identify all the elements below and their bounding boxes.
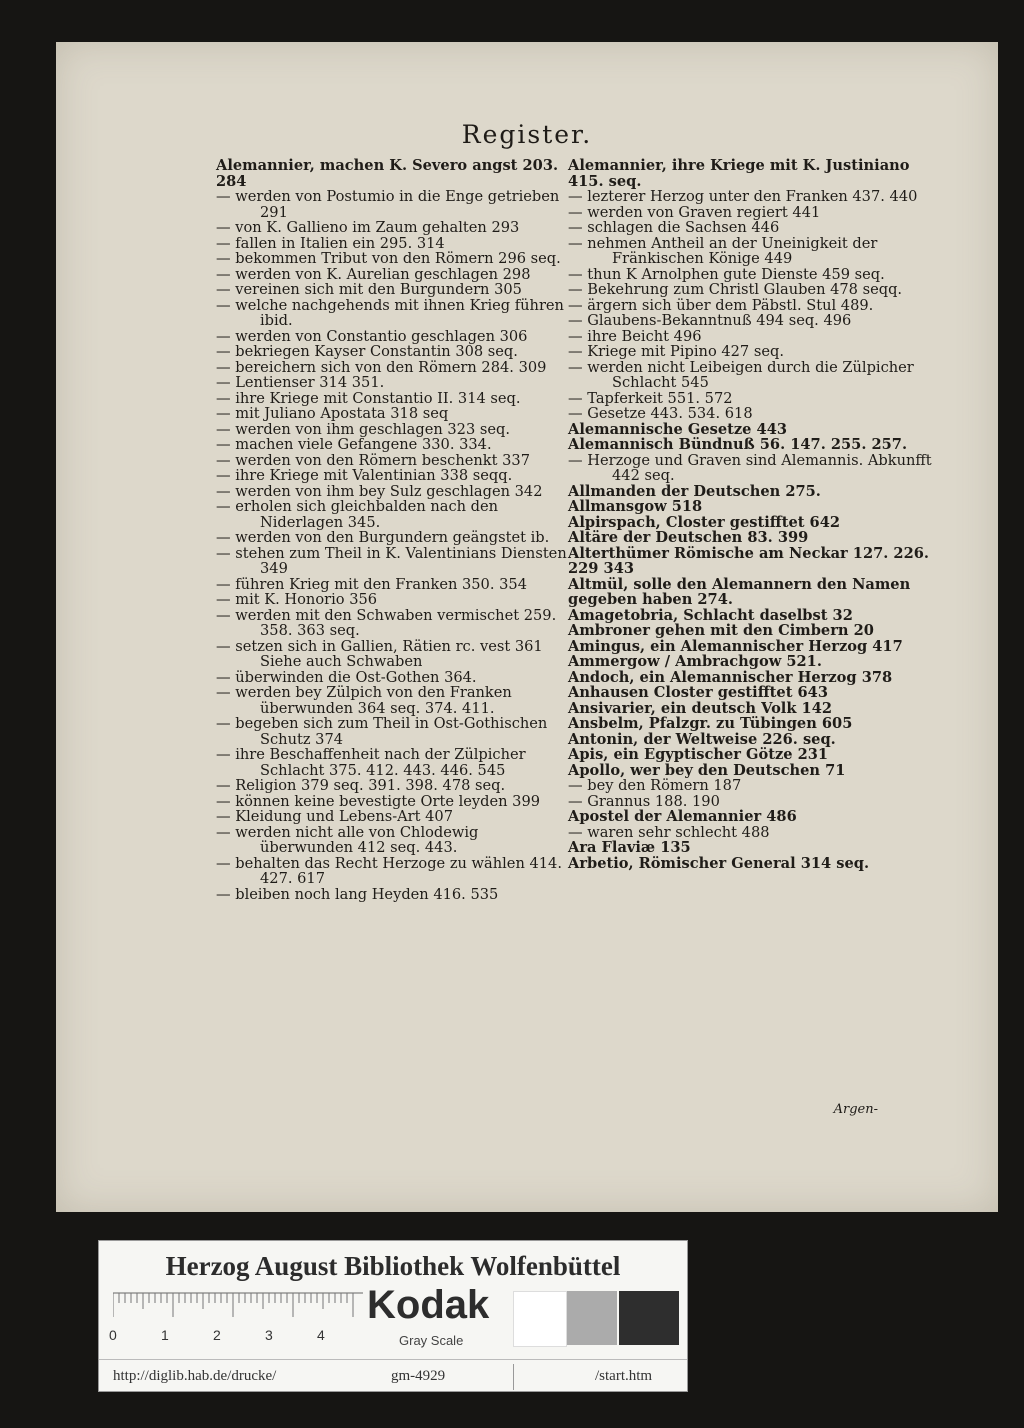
index-entry: — schlagen die Sachsen 446 (568, 219, 780, 236)
index-entry: — nehmen Antheil an der Uneinigkeit der Fränkischen Könige 449 (568, 234, 878, 267)
ruler-number: 0 (109, 1327, 117, 1343)
index-entry: — Bekehrung zum Christl Glauben 478 seqq. (568, 281, 903, 298)
index-entry: Alterthümer Römische am Neckar 127. 226. 229 343 (568, 544, 929, 577)
index-entry: Apostel der Alemannier 486 (568, 808, 797, 825)
index-entry: Ammergow / Ambrachgow 521. (568, 653, 822, 670)
index-entry: Anhausen Closter gestifftet 643 (568, 684, 828, 701)
index-entry: — ihre Beicht 496 (568, 327, 702, 345)
index-entry: — werden von Graven regiert 441 (568, 203, 821, 221)
index-entry: — Herzoge und Graven sind Alemannis. Abkunfft 442 seq. (568, 451, 932, 484)
index-entry: Andoch, ein Alemannischer Herzog 378 (568, 668, 893, 686)
index-entry: — lezterer Herzog unter den Franken 437. 440 (568, 188, 918, 205)
index-entry: — ärgern sich über dem Päbstl. Stul 489. (568, 296, 874, 314)
ruler-number: 2 (213, 1327, 221, 1343)
footer-divider (513, 1364, 514, 1390)
index-entry: — Kleidung und Lebens-Art 407 (216, 808, 454, 825)
index-entry: — erholen sich gleichbalden nach den Niderlagen 345. (216, 498, 499, 531)
index-entry: — von K. Gallieno im Zaum gehalten 293 (216, 219, 520, 236)
document-id: gm-4929 (391, 1368, 446, 1384)
index-entry: Alemannisch Bündnuß 56. 147. 255. 257. (568, 436, 908, 453)
gray-swatch-white (513, 1291, 567, 1347)
index-entry: — stehen zum Theil in K. Valentinians Diensten 349 (216, 544, 567, 577)
start-page-link: /start.htm (595, 1368, 653, 1384)
index-entry: — führen Krieg mit den Franken 350. 354 (216, 575, 527, 593)
index-entry: — werden von Postumio in die Enge getrieben 291 (216, 188, 560, 221)
index-entry: — mit Juliano Apostata 318 seq (216, 405, 449, 422)
source-url: http://diglib.hab.de/drucke/ (113, 1368, 277, 1384)
color-target-strip (98, 1240, 688, 1392)
index-entry: — werden von ihm geschlagen 323 seq. (216, 420, 510, 438)
kodak-logo: Kodak (367, 1283, 490, 1327)
index-entry: Arbetio, Römischer General 314 seq. (568, 854, 870, 872)
index-entry: — Glaubens-Bekanntnuß 494 seq. 496 (568, 312, 852, 329)
gray-swatch-mid (567, 1291, 617, 1345)
index-entry: — behalten das Recht Herzoge zu wählen 414. 427. 617 (216, 854, 562, 887)
index-entry: Altmül, solle den Alemannern den Namen gegeben haben 274. (568, 575, 911, 608)
index-entry: Amagetobria, Schlacht daselbst 32 (568, 606, 853, 624)
index-entry: Ansbelm, Pfalzgr. zu Tübingen 605 (568, 715, 853, 732)
index-entry: — Grannus 188. 190 (568, 792, 720, 810)
library-title: Herzog August Bibliothek Wolfenbüttel (165, 1251, 621, 1281)
index-entry: — thun K Arnolphen gute Dienste 459 seq. (568, 265, 885, 283)
strip-footer (99, 1359, 687, 1392)
index-entry: — bereichern sich von den Römern 284. 309 (216, 358, 547, 376)
index-entry: — fallen in Italien ein 295. 314 (216, 234, 445, 252)
index-entry: — Kriege mit Pipino 427 seq. (568, 343, 784, 360)
index-entry: — bekriegen Kayser Constantin 308 seq. (216, 343, 518, 360)
ruler-number: 3 (265, 1327, 273, 1343)
index-entry: — bleiben noch lang Heyden 416. 535 (216, 885, 499, 903)
index-entry: — können keine bevestigte Orte leyden 399 (216, 792, 541, 810)
index-entry: Antonin, der Weltweise 226. seq. (568, 730, 836, 748)
index-entry: — Tapferkeit 551. 572 (568, 389, 733, 407)
index-entry: — bekommen Tribut von den Römern 296 seq. (216, 250, 561, 267)
left-index-column (216, 158, 576, 902)
index-entry: Ansivarier, ein deutsch Volk 142 (568, 699, 833, 717)
index-entry: — werden von den Römern beschenkt 337 (216, 451, 530, 469)
gray-scale-label: Gray Scale (399, 1333, 464, 1348)
index-entry: — machen viele Gefangene 330. 334. (216, 436, 492, 453)
index-entry: — ihre Kriege mit Valentinian 338 seqq. (216, 467, 513, 484)
index-entry: — ihre Kriege mit Constantio II. 314 seq. (216, 389, 521, 407)
index-entry: Ara Flaviæ 135 (568, 839, 691, 856)
index-entry: Alpirspach, Closter gestifftet 642 (568, 513, 841, 531)
book-page (56, 42, 998, 1212)
index-entry: — werden nicht Leibeigen durch die Zülpicher Schlacht 545 (568, 358, 914, 391)
index-entry: — werden nicht alle von Chlodewig überwunden 412 seq. 443. (216, 823, 479, 856)
index-entry: Allmansgow 518 (568, 498, 703, 515)
index-entry: Ambroner gehen mit den Cimbern 20 (568, 622, 874, 639)
index-entry: — welche nachgehends mit ihnen Krieg führen ibid. (216, 296, 564, 329)
index-entry: — waren sehr schlecht 488 (568, 823, 770, 841)
right-index-column (568, 158, 940, 871)
index-entry: Altäre der Deutschen 83. 399 (568, 529, 809, 546)
gray-swatch-dark (619, 1291, 679, 1345)
index-entry: — Gesetze 443. 534. 618 (568, 405, 753, 422)
index-entry: — werden von Constantio geschlagen 306 (216, 327, 528, 345)
index-entry: — vereinen sich mit den Burgundern 305 (216, 281, 522, 298)
index-entry: — werden bey Zülpich von den Franken überwunden 364 seq. 374. 411. (216, 684, 512, 717)
ruler-number: 1 (161, 1327, 169, 1343)
index-entry: — setzen sich in Gallien, Rätien rc. vest 361 Siehe auch Schwaben (216, 637, 543, 670)
index-entry: Apis, ein Egyptischer Götze 231 (568, 746, 829, 763)
catchword: Argen- (833, 1102, 878, 1117)
index-entry: Allmanden der Deutschen 275. (568, 482, 821, 500)
index-entry: Alemannische Gesetze 443 (568, 420, 787, 438)
index-entry: Alemannier, ihre Kriege mit K. Justiniano 415. seq. (568, 157, 910, 190)
index-entry: — werden von ihm bey Sulz geschlagen 342 (216, 482, 543, 500)
ruler-number: 4 (317, 1327, 325, 1343)
index-entry: — werden von K. Aurelian geschlagen 298 (216, 265, 531, 283)
ruler-scale (113, 1291, 363, 1319)
index-entry: Apollo, wer bey den Deutschen 71 (568, 761, 846, 779)
index-entry: Alemannier, machen K. Severo angst 203. 284 (216, 157, 559, 190)
index-entry: — mit K. Honorio 356 (216, 591, 378, 608)
page-title: Register. (461, 120, 593, 149)
index-entry: — Religion 379 seq. 391. 398. 478 seq. (216, 777, 506, 794)
index-entry: — werden von den Burgundern geängstet ib. (216, 529, 550, 546)
index-entry: — begeben sich zum Theil in Ost-Gothischen Schutz 374 (216, 715, 548, 748)
index-entry: — überwinden die Ost-Gothen 364. (216, 668, 477, 686)
index-entry: — ihre Beschaffenheit nach der Zülpicher Schlacht 375. 412. 443. 446. 545 (216, 746, 526, 779)
index-entry: Amingus, ein Alemannischer Herzog 417 (568, 637, 903, 655)
index-entry: — werden mit den Schwaben vermischet 259. 358. 363 seq. (216, 606, 557, 639)
index-entry: — Lentienser 314 351. (216, 374, 385, 391)
index-entry: — bey den Römern 187 (568, 777, 742, 794)
